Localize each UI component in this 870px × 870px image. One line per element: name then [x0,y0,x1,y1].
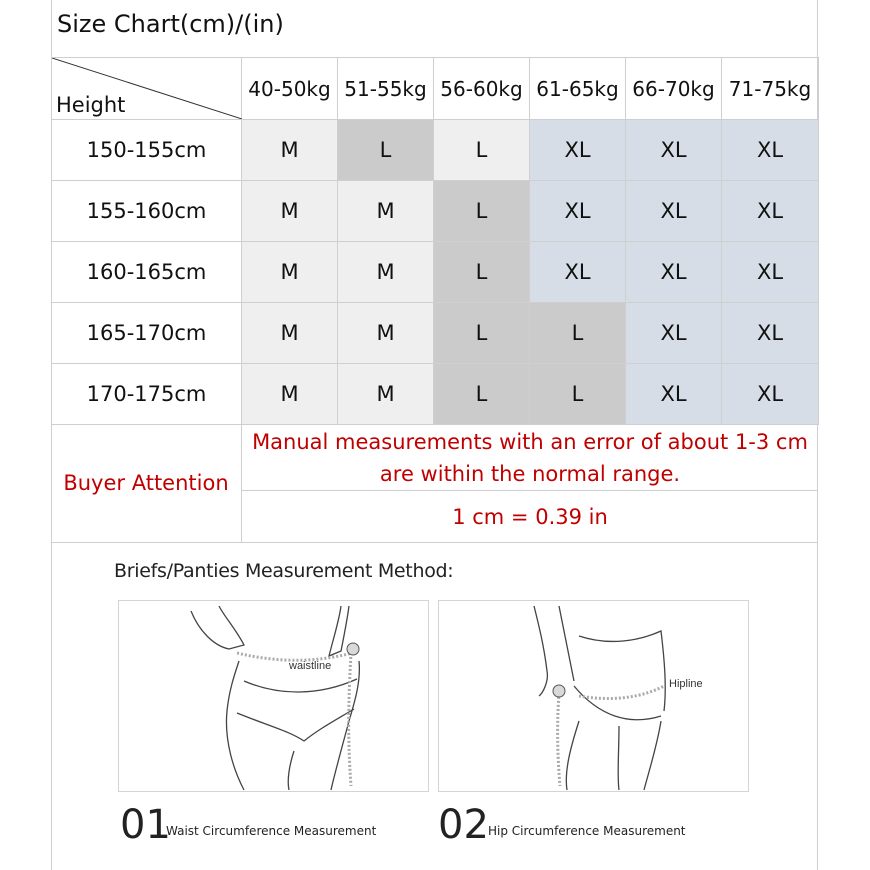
table-row [52,303,819,364]
waistline-tag: waistline [289,660,332,672]
table-row [52,364,819,425]
table-header-row [52,58,819,120]
size-cell: XL [722,364,819,425]
buyer-attention-label: Buyer Attention [51,423,242,542]
size-cell: XL [530,181,626,242]
size-cell: M [242,242,338,303]
size-cell: L [434,242,530,303]
note-line-2: are within the normal range. [379,462,681,486]
size-cell: XL [530,242,626,303]
step-label: Hip Circumference Measurement [488,824,686,838]
height-cell: 155-160cm [52,181,242,242]
size-cell: XL [722,120,819,181]
table-row [52,242,819,303]
size-cell: L [338,120,434,181]
weight-header: 71-75kg [722,58,819,120]
corner-cell [52,58,242,120]
unit-conversion: 1 cm = 0.39 in [452,505,608,529]
size-cell: L [434,181,530,242]
size-cell: L [434,120,530,181]
size-cell: M [338,242,434,303]
size-cell: XL [626,364,722,425]
size-cell: XL [626,303,722,364]
size-cell: XL [626,181,722,242]
height-cell: 150-155cm [52,120,242,181]
size-cell: XL [626,242,722,303]
size-table [51,57,819,425]
size-cell: M [242,120,338,181]
height-cell: 165-170cm [52,303,242,364]
hip-measurement-illustration [438,600,749,792]
height-cell: 170-175cm [52,364,242,425]
size-cell: XL [722,303,819,364]
size-cell: M [338,181,434,242]
size-cell: XL [722,242,819,303]
divider [51,542,818,543]
weight-header: 66-70kg [626,58,722,120]
buyer-attention-block [51,423,818,543]
page-title: Size Chart(cm)/(in) [57,10,284,38]
height-header: Height [56,93,126,117]
size-cell: L [434,364,530,425]
size-cell: M [242,181,338,242]
step-number: 02 [438,802,489,848]
hipline-tag: Hipline [669,678,703,690]
weight-header: 51-55kg [338,58,434,120]
size-cell: M [338,364,434,425]
size-cell: L [530,364,626,425]
waist-illustration [119,601,428,791]
weight-header: 56-60kg [434,58,530,120]
size-cell: M [242,303,338,364]
waist-measurement-illustration [118,600,429,792]
table-row [52,120,819,181]
table-row [52,181,819,242]
step-label: Waist Circumference Measurement [166,824,377,838]
size-cell: L [434,303,530,364]
weight-header: 40-50kg [242,58,338,120]
size-cell: XL [530,120,626,181]
hip-illustration [439,601,748,791]
note-line-1: Manual measurements with an error of about 1-3 cm [252,430,808,454]
size-cell: XL [626,120,722,181]
size-cell: L [530,303,626,364]
measurement-error-note [242,423,818,491]
size-cell: XL [722,181,819,242]
step-number: 01 [120,802,171,848]
weight-header: 61-65kg [530,58,626,120]
height-cell: 160-165cm [52,242,242,303]
size-cell: M [242,364,338,425]
method-title: Briefs/Panties Measurement Method: [114,560,454,582]
size-cell: M [338,303,434,364]
